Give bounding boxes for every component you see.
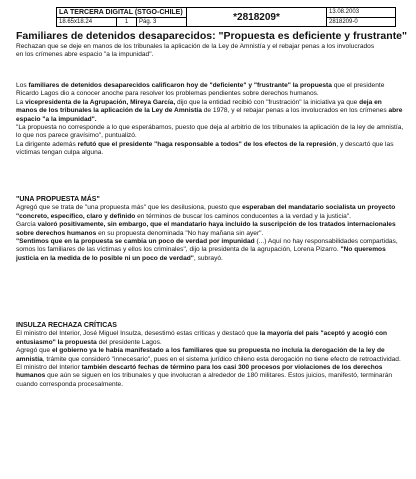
text: (...) Aquí no hay responsabilidades compartidas, somos los familiares de las víctimas y ellos los criminales", dijo la presidenta de la agrupación, Lorena Pizarro. [16, 238, 398, 254]
text: Agregó que se trata de "una propuesta más" que les desilusiona, puesto que [16, 204, 243, 212]
subtitle-line-2: en los crímenes abre espacio "a la impunidad". [16, 51, 154, 58]
emphasis: deja en manos de los tribunales la aplicación de la Ley de Amnistía [16, 98, 382, 115]
page-number: Pág. 3 [137, 18, 187, 27]
text: Los [16, 82, 29, 89]
paragraph [16, 221, 404, 238]
emphasis: refutó que el presidente "haga responsable a todos" de los efectos de la represión [77, 140, 337, 148]
paragraph [16, 364, 404, 389]
section-una-propuesta [16, 196, 404, 263]
text: , y descartó que las víctimas tengan culpa alguna. [16, 140, 394, 157]
paragraph [16, 347, 404, 364]
emphasis: la mayoría del país "aceptó y acogió con entusiasmo" la propuesta [16, 330, 388, 346]
paragraph: "La propuesta no corresponde a lo que esperábamos, puesto que deja al arbitrio de los tribunales la aplicación de la ley de amnistía, lo que nos parece gravísimo", puntualizó. [16, 124, 404, 140]
text: en su propuesta denominada "No hay mañana sin ayer". [96, 229, 264, 237]
subtitle-line-1: Rechazan que se deje en manos de los tribunales la aplicación de la Ley de Amnistía y el rebajar penas a los involucrados [16, 43, 375, 50]
clipping-code: 2818209-0 [329, 19, 358, 25]
paragraph [16, 330, 404, 347]
text: de 1978, y el rebajar penas a los involucrados en los crímenes [201, 107, 389, 115]
dimensions: 18.65x18.24 [57, 18, 117, 27]
emphasis: familiares de detenidos desaparecidos calificaron hoy de "deficiente" y "frustrante" la propuesta [28, 82, 332, 89]
text: en términos de buscar los caminos conducentes a la verdad y la justicia". [135, 212, 351, 220]
intro-section [16, 82, 404, 158]
text: El ministro del Interior [16, 364, 82, 372]
column-number: 1 [117, 18, 137, 27]
text: Agregó que [16, 347, 52, 355]
paragraph [16, 82, 404, 99]
section-title: "UNA PROPUESTA MÁS" [16, 196, 100, 203]
text: , trámite que consideró "innecesario", pues en el sistema jurídico chileno esta derogación no tiene efecto de retroactividad. [42, 355, 401, 363]
article-title: Familiares de detenidos desaparecidos: "Propuesta es deficiente y frustrante" [16, 30, 408, 42]
section-insulza [16, 322, 404, 389]
text: El ministro del Interior, José Miguel Insulza, desestimó estas críticas y destacó que [16, 330, 260, 338]
clipping-date: 13.08.2003 [327, 8, 395, 18]
paragraph [16, 238, 404, 263]
clipping-id: *2818209* [187, 8, 327, 27]
emphasis: "No queremos justicia en la medida de lo posible ni un poco de verdad" [16, 246, 386, 262]
emphasis: vicepresidenta de la Agrupación, Mireya García, [25, 98, 176, 106]
text: La dirigente además [16, 140, 78, 148]
clipping-header [56, 7, 396, 27]
publication-name: LA TERCERA DIGITAL (STGO-CHILE) [57, 8, 187, 18]
text: que aún se siguen en los tribunales y que involucran a alrededor de 180 militares. Estos juicios, manifestó, terminarán cuando corresponda procesalmente. [16, 372, 393, 388]
emphasis: también descartó fechas de término para los casi 300 procesos por violaciones de los derechos humanos [16, 364, 383, 380]
text: del presidente Lagos. [96, 338, 162, 346]
paragraph [16, 141, 404, 158]
emphasis: valoró positivamente, sin embargo, que el mandatario haya incluido la suscripción de los tratados internacionales sobre derechos humanos [16, 221, 396, 237]
emphasis: esperaban del mandatario socialista un proyecto "concreto, específico, claro y definido [16, 204, 396, 220]
paragraph [16, 99, 404, 124]
text: La [16, 98, 26, 106]
emphasis: el gobierno ya le había manifestado a los familiares que su propuesta no incluía la derogación de la ley de amnistía [16, 347, 385, 363]
section-title: INSULZA RECHAZA CRÍTICAS [16, 322, 117, 329]
emphasis: "Sentimos que en la propuesta se cambia un poco de verdad por impunidad [16, 238, 255, 246]
article-subtitle [16, 43, 406, 59]
text: dijo que la entidad recibió con "frustración" la iniciativa ya que [175, 98, 360, 106]
text: que el presidente Ricardo Lagos dio a conocer anoche para resolver los problemas pendientes sobre derechos humanos. [16, 82, 385, 98]
emphasis: abre espacio "a la impunidad". [16, 107, 403, 123]
text: García [16, 221, 38, 229]
paragraph [16, 204, 404, 221]
text: , subrayó. [193, 254, 223, 262]
